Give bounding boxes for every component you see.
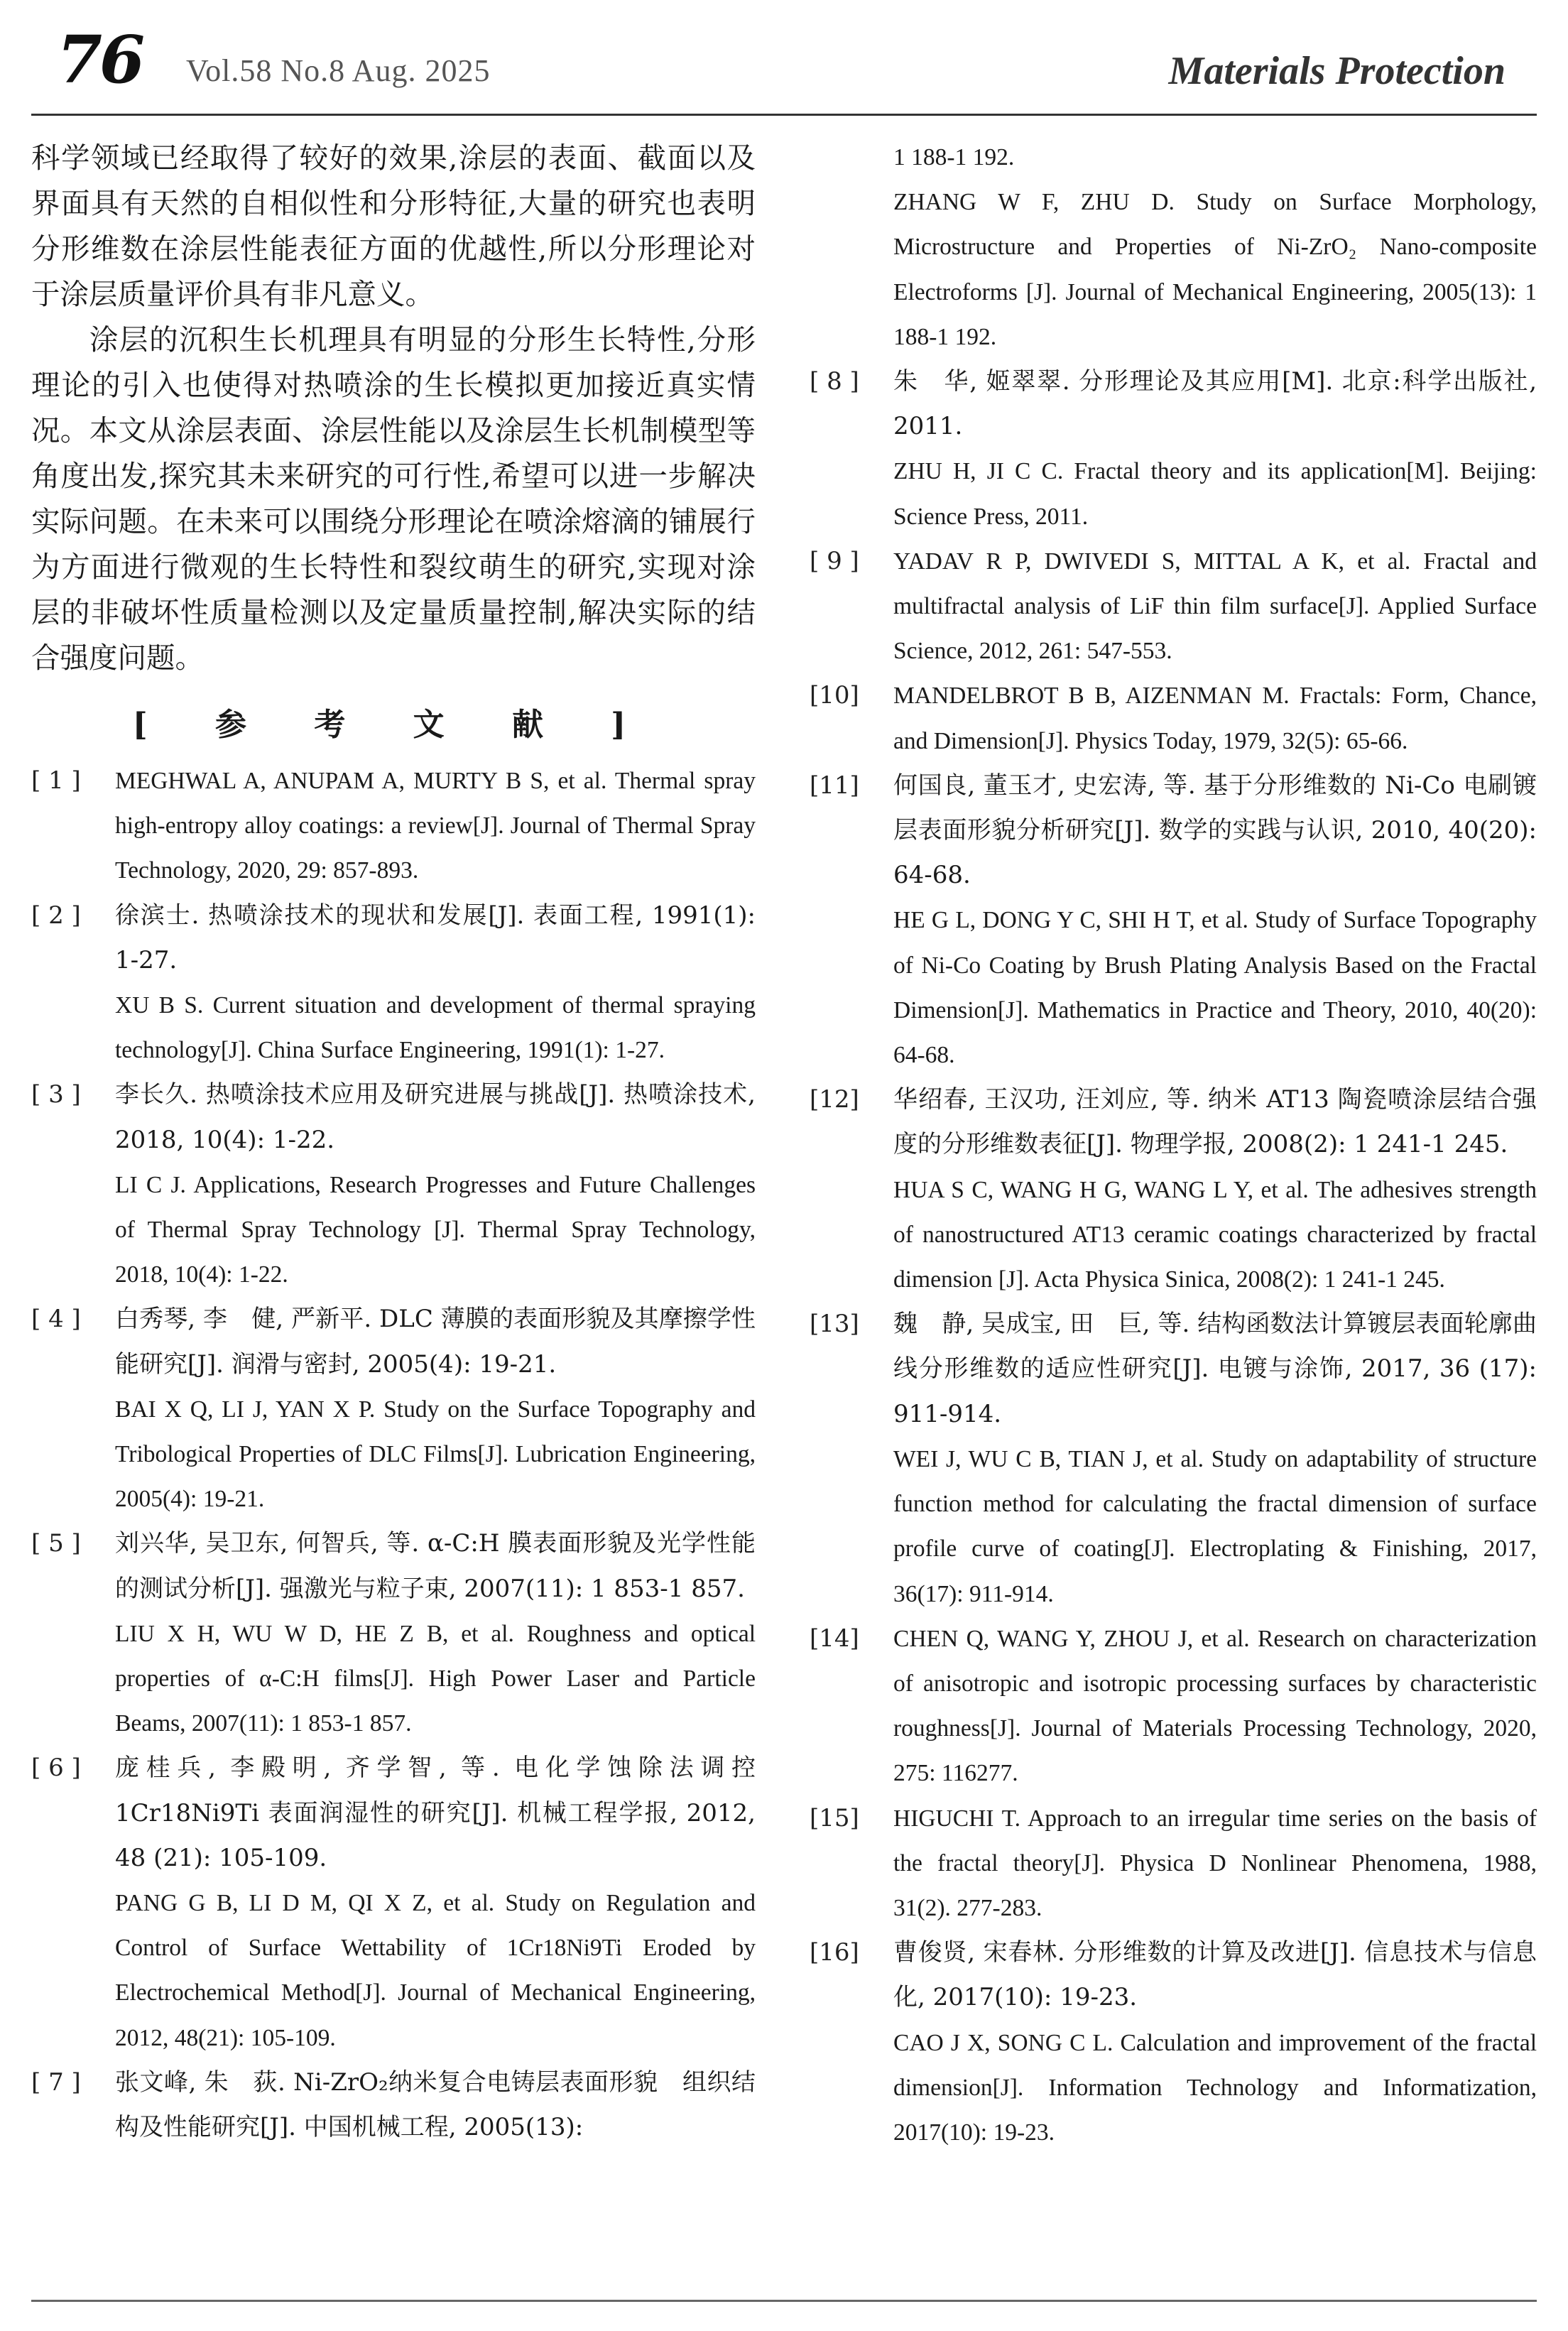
reference-item <box>810 539 1537 674</box>
reference-english: XU B S. Current situation and development of thermal spraying technology[J]. China Surface Engineering, 1991(1): 1-27. <box>115 992 756 1064</box>
reference-number: [ 3 ] <box>31 1080 81 1109</box>
reference-number: [16] <box>810 1938 859 1967</box>
reference-number: [ 9 ] <box>810 546 859 575</box>
reference-number: [ 7 ] <box>31 2068 81 2097</box>
reference-item <box>31 1297 756 1521</box>
reference-number: [ 4 ] <box>31 1305 81 1334</box>
reference-english: ZHU H, JI C C. Fractal theory and its application[M]. Beijing: Science Press, 2011. <box>893 458 1537 530</box>
reference-item <box>31 759 756 893</box>
reference-number: [ 5 ] <box>31 1529 81 1558</box>
reference-chinese: 庞桂兵, 李殿明, 齐学智, 等. 电化学蚀除法调控 1Cr18Ni9Ti 表面润湿性的研究[J]. 机械工程学报, 2012, 48 (21): 105-109. <box>115 1754 756 1872</box>
reference-english: LI C J. Applications, Research Progresses and Future Challenges of Thermal Spray Technology [J]. Thermal Spray Technology, 2018, 10(4): 1-22. <box>115 1171 756 1288</box>
left-column <box>31 135 756 2150</box>
reference-english: MEGHWAL A, ANUPAM A, MURTY B S, et al. Thermal spray high-entropy alloy coatings: a review[J]. Journal of Thermal Spray Technology, 2020, 29: 857-893. <box>115 768 756 884</box>
footer-rule <box>31 2300 1537 2302</box>
references-list-right <box>810 359 1537 2155</box>
reference-chinese: 华绍春, 王汉功, 汪刘应, 等. 纳米 AT13 陶瓷喷涂层结合强度的分形维数表征[J]. 物理学报, 2008(2): 1 241-1 245. <box>893 1085 1537 1159</box>
reference-english: HUA S C, WANG H G, WANG L Y, et al. The adhesives strength of nanostructured AT13 ceramic coatings characterized by fractal dimension [J]. Acta Physica Sinica, 2008(2): 1 241-1 245. <box>893 1176 1537 1293</box>
reference-number: [15] <box>810 1803 859 1832</box>
journal-title: Materials Protection <box>1168 49 1506 93</box>
reference-continuation: ZHANG W F, ZHU D. Study on Surface Morphology, Microstructure and Properties of Ni-ZrO₂ Nano-composite Electroforms [J]. Journal of Mechanical Engineering, 2005(13): 1 188-1 192. <box>893 189 1537 350</box>
page-header <box>0 0 1568 142</box>
reference-continuation: 1 188-1 192. <box>893 144 1015 170</box>
reference-english: CHEN Q, WANG Y, ZHOU J, et al. Research on characterization of anisotropic and isotropic processing surfaces by characteristic roughness[J]. Journal of Materials Processing Technology, 2020, 275: 116277. <box>893 1625 1537 1787</box>
reference-chinese: 张文峰, 朱 荻. Ni-ZrO₂纳米复合电铸层表面形貌 组织结构及性能研究[J]. 中国机械工程, 2005(13): <box>115 2068 756 2142</box>
reference-english: MANDELBROT B B, AIZENMAN M. Fractals: Form, Chance, and Dimension[J]. Physics Today, 1979, 32(5): 65-66. <box>893 683 1537 754</box>
reference-english: WEI J, WU C B, TIAN J, et al. Study on adaptability of structure function method for calculating the fractal dimension of surface profile curve of coating[J]. Electroplating & Finishing, 2017, 36(17): 911-914. <box>893 1445 1537 1607</box>
reference-item <box>31 1072 756 1297</box>
right-column <box>810 135 1537 2155</box>
reference-number: [ 1 ] <box>31 766 81 795</box>
body-paragraph: 科学领域已经取得了较好的效果,涂层的表面、截面以及界面具有天然的自相似性和分形特征,大量的研究也表明分形维数在涂层性能表征方面的优越性,所以分形理论对于涂层质量评价具有非凡意义。 <box>31 141 756 311</box>
references-heading: [ 参 考 文 献 ] <box>132 707 655 743</box>
reference-chinese: 徐滨士. 热喷涂技术的现状和发展[J]. 表面工程, 1991(1): 1-27. <box>115 901 756 974</box>
reference-english: CAO J X, SONG C L. Calculation and improvement of the fractal dimension[J]. Information Technology and Informatization, 2017(10): 19-23. <box>893 2029 1537 2146</box>
reference-english: PANG G B, LI D M, QI X Z, et al. Study on Regulation and Control of Surface Wettability of 1Cr18Ni9Ti Eroded by Electrochemical Method[J]. Journal of Mechanical Engineering, 2012, 48(21): 105-109. <box>115 1890 756 2051</box>
reference-number: [10] <box>810 681 859 710</box>
reference-chinese: 李长久. 热喷涂技术应用及研究进展与挑战[J]. 热喷涂技术, 2018, 10(4): 1-22. <box>115 1080 756 1154</box>
reference-item <box>810 764 1537 1077</box>
reference-number: [ 6 ] <box>31 1754 81 1783</box>
reference-number: [13] <box>810 1310 859 1339</box>
reference-chinese: 白秀琴, 李 健, 严新平. DLC 薄膜的表面形貌及其摩擦学性能研究[J]. 润滑与密封, 2005(4): 19-21. <box>115 1305 756 1379</box>
reference-english: HIGUCHI T. Approach to an irregular time series on the basis of the fractal theory[J]. Physica D Nonlinear Phenomena, 1988, 31(2). 277-283. <box>893 1805 1537 1921</box>
page-number: 76 <box>57 21 143 98</box>
reference-chinese: 朱 华, 姬翠翠. 分形理论及其应用[M]. 北京:科学出版社, 2011. <box>893 367 1537 441</box>
reference-english: LIU X H, WU W D, HE Z B, et al. Roughness and optical properties of α-C:H films[J]. High Power Laser and Particle Beams, 2007(11): 1 853-1 857. <box>115 1620 756 1737</box>
reference-item <box>810 1796 1537 1931</box>
reference-item <box>810 1077 1537 1302</box>
reference-item <box>31 2060 756 2150</box>
reference-chinese: 曹俊贤, 宋春林. 分形维数的计算及改进[J]. 信息技术与信息化, 2017(10): 19-23. <box>893 1938 1537 2012</box>
reference-item <box>810 673 1537 763</box>
issue-info: Vol.58 No.8 Aug. 2025 <box>186 53 491 88</box>
reference-number: [11] <box>810 771 859 800</box>
reference-english: BAI X Q, LI J, YAN X P. Study on the Surface Topography and Tribological Properties of DLC Films[J]. Lubrication Engineering, 2005(4): 19-21. <box>115 1396 756 1513</box>
reference-item <box>810 1617 1537 1796</box>
reference-item <box>810 1302 1537 1616</box>
reference-number: [ 8 ] <box>810 367 859 396</box>
reference-english: HE G L, DONG Y C, SHI H T, et al. Study of Surface Topography of Ni-Co Coating by Brush Plating Analysis Based on the Fractal Dimension[J]. Mathematics in Practice and Theory, 2010, 40(20): 64-68. <box>893 907 1537 1069</box>
reference-item <box>810 1930 1537 2155</box>
reference-number: [14] <box>810 1624 859 1653</box>
reference-number: [12] <box>810 1085 859 1114</box>
reference-number: [ 2 ] <box>31 901 81 930</box>
reference-chinese: 刘兴华, 吴卫东, 何智兵, 等. α-C:H 膜表面形貌及光学性能的测试分析[J]. 强激光与粒子束, 2007(11): 1 853-1 857. <box>115 1529 756 1603</box>
body-paragraph: 涂层的沉积生长机理具有明显的分形生长特性,分形理论的引入也使得对热喷涂的生长模拟更加接近真实情况。本文从涂层表面、涂层性能以及涂层生长机制模型等角度出发,探究其未来研究的可行性,希望可以进一步解决实际问题。在未来可以围绕分形理论在喷涂熔滴的铺展行为方面进行微观的生长特性和裂纹萌生的研究,实现对涂层的非破坏性质量检测以及定量质量控制,解决实际的结合强度问题。 <box>31 322 756 675</box>
reference-english: YADAV R P, DWIVEDI S, MITTAL A K, et al. Fractal and multifractal analysis of LiF thin film surface[J]. Applied Surface Science, 2012, 261: 547-553. <box>893 548 1537 665</box>
reference-chinese: 魏 静, 吴成宝, 田 巨, 等. 结构函数法计算镀层表面轮廓曲线分形维数的适应性研究[J]. 电镀与涂饰, 2017, 36 (17): 911-914. <box>893 1310 1537 1428</box>
reference-item <box>31 1521 756 1746</box>
reference-chinese: 何国良, 董玉才, 史宏涛, 等. 基于分形维数的 Ni-Co 电刷镀层表面形貌分析研究[J]. 数学的实践与认识, 2010, 40(20): 64-68. <box>893 771 1537 890</box>
references-list-left <box>31 759 756 2150</box>
reference-item <box>31 1746 756 2060</box>
reference-item <box>810 359 1537 539</box>
reference-item <box>31 893 756 1073</box>
header-rule <box>31 114 1537 116</box>
